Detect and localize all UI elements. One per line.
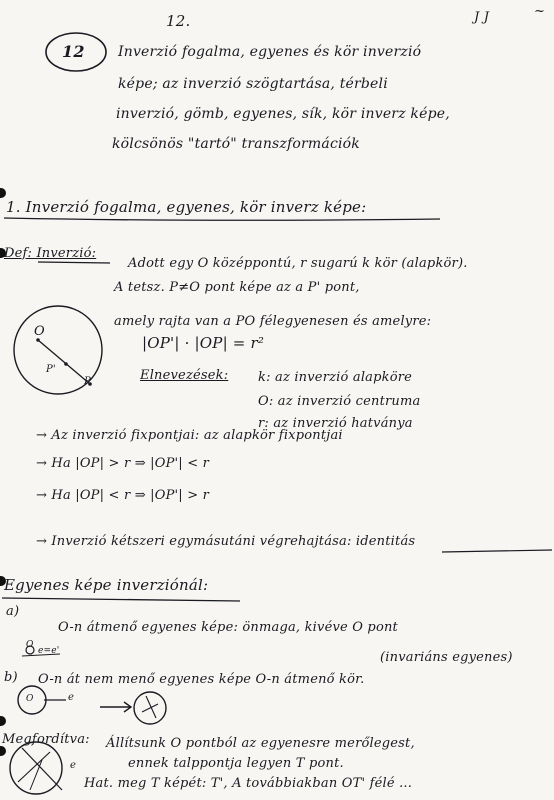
proof-circle	[10, 742, 62, 794]
notation-r: r: az inverzió hatványa	[258, 416, 413, 431]
notation-o: O: az inverzió centruma	[258, 394, 421, 409]
fig-label-image: P'	[46, 364, 56, 375]
case-a-text: O-n átmenő egyenes képe: önmaga, kivéve O pont	[58, 620, 398, 635]
proof-label: Megfordítva:	[2, 732, 90, 747]
arrow-identity: → Inverzió kétszeri egymásutáni végrehajtása: identitás	[36, 534, 416, 549]
section1-underline	[4, 218, 440, 220]
case-b-fig-line: e	[68, 692, 75, 703]
page-number: 12.	[166, 12, 191, 30]
definition-underline	[38, 262, 110, 263]
identity-underline	[442, 550, 552, 552]
case-a-fig-line: e=e'	[38, 646, 60, 656]
inversion-formula: |OP'| · |OP| = r²	[142, 334, 265, 352]
arrow-outside: → Ha |OP| > r ⇒ |OP'| < r	[36, 456, 210, 471]
proof-line-1: Állítsunk O pontból az egyenesre merőlegest,	[106, 736, 415, 751]
ray-figure	[38, 340, 90, 384]
case-b-arrow	[100, 702, 131, 712]
topic-line-3: inverzió, gömb, egyenes, sík, kör inverz képe,	[116, 106, 450, 122]
definition-line-2: A tetsz. P≠O pont képe az a P' pont,	[114, 280, 360, 295]
notation-k: k: az inverzió alapköre	[258, 370, 413, 385]
definition-line-3: amely rajta van a PO félegyenesen és amelyre:	[114, 314, 432, 329]
section1-heading: 1. Inverzió fogalma, egyenes, kör inverz képe:	[6, 198, 367, 216]
case-a-fig-point: O	[26, 640, 34, 650]
topic-number: 12	[62, 42, 85, 61]
notation-label: Elnevezések:	[140, 368, 229, 383]
corner-tilde: ~	[534, 4, 546, 19]
case-b-text: O-n át nem menő egyenes képe O-n átmenő kör.	[38, 672, 365, 687]
definition-line-1: Adott egy O középpontú, r sugarú k kör (alapkör).	[128, 256, 468, 271]
arrow-fixpoints: → Az inverzió fixpontjai: az alapkör fixpontjai	[36, 428, 343, 443]
section2-underline	[2, 598, 240, 601]
fig-label-center: O	[34, 324, 45, 339]
proof-fig-line: e	[70, 760, 77, 771]
topic-line-4: kölcsönös "tartó" transzformációk	[112, 136, 360, 152]
case-b-label: b)	[4, 670, 18, 685]
topic-line-2: képe; az inverzió szögtartása, térbeli	[118, 76, 388, 92]
case-b-fig-point: O	[26, 694, 34, 704]
topic-line-1: Inverzió fogalma, egyenes és kör inverzió	[118, 44, 422, 60]
proof-line-3: Hat. meg T képét: T', A továbbiakban OT' félé ...	[84, 776, 413, 791]
section2-heading: Egyenes képe inverziónál:	[4, 576, 209, 594]
arrow-inside: → Ha |OP| < r ⇒ |OP'| > r	[36, 488, 210, 503]
proof-line-2: ennek talppontja legyen T pont.	[128, 756, 344, 771]
case-a-label: a)	[6, 604, 20, 619]
fig-label-point: P	[84, 376, 91, 387]
definition-label: Def: Inverzió:	[4, 246, 97, 261]
corner-marks: J J	[474, 10, 490, 25]
case-a-note: (invariáns egyenes)	[380, 650, 513, 665]
